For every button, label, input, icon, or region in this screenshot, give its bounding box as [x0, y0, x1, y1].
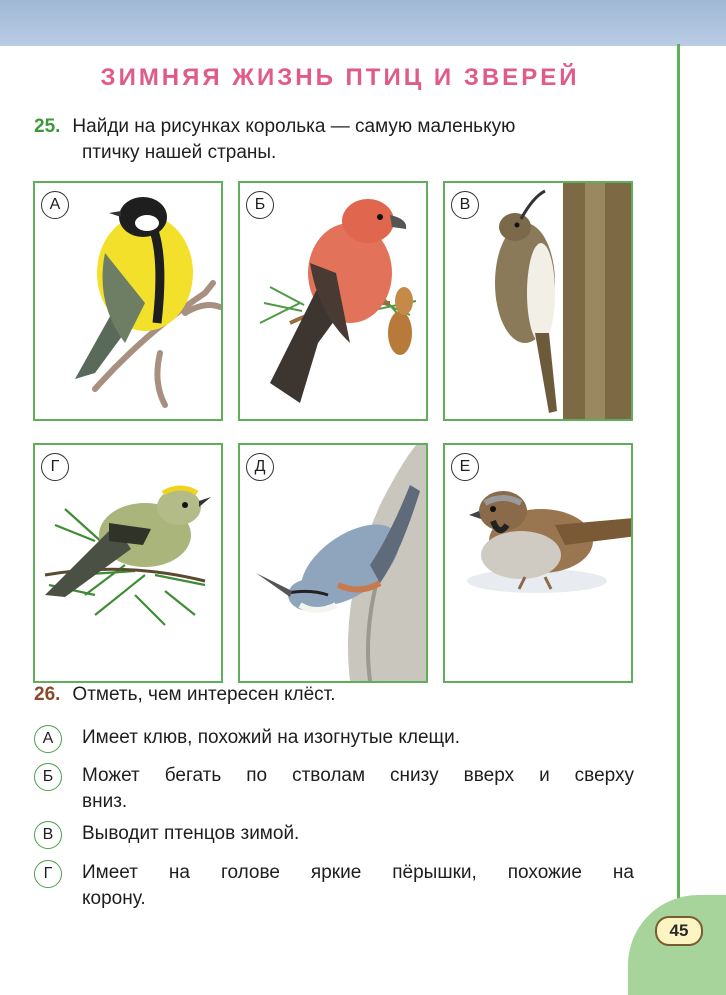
task-25-line-2: птичку нашей страны.	[82, 142, 277, 163]
task-26-text	[34, 682, 336, 708]
option-c-line-1: Выводит птенцов зимой.	[82, 823, 300, 844]
task-26-question: Отметь, чем интересен клёст.	[72, 684, 336, 705]
margin-rule	[677, 44, 680, 914]
crossbill-bird-icon	[240, 183, 426, 419]
option-d-text	[82, 860, 634, 912]
nuthatch-bird-icon	[240, 445, 426, 681]
page-title: ЗИМНЯЯ ЖИЗНЬ ПТИЦ И ЗВЕРЕЙ	[100, 64, 580, 91]
picture-e[interactable]	[238, 443, 428, 683]
option-d[interactable]	[34, 860, 634, 914]
option-a-text	[82, 725, 634, 751]
picture-b[interactable]	[238, 181, 428, 421]
goldcrest-bird-icon	[35, 445, 221, 681]
option-c-text	[82, 821, 634, 847]
top-header-band	[0, 0, 726, 46]
picture-letter-e: Д	[246, 453, 274, 481]
option-a-line-1: Имеет клюв, похожий на изогнутые клещи.	[82, 727, 461, 748]
option-d-line-2: корону.	[82, 888, 146, 909]
option-a[interactable]	[34, 725, 634, 753]
task-25-line-1: Найди на рисунках королька — самую маленькую	[72, 116, 516, 137]
picture-a[interactable]	[33, 181, 223, 421]
treecreeper-bird-icon	[445, 183, 631, 419]
option-c[interactable]	[34, 821, 634, 849]
page-number: 45	[655, 916, 703, 946]
picture-letter-f: Е	[451, 453, 479, 481]
task-26-number: 26.	[34, 684, 61, 705]
task-25-text	[34, 114, 515, 166]
picture-letter-c: В	[451, 191, 479, 219]
option-letter-d[interactable]: Г	[34, 860, 62, 888]
option-d-line-1: Имеет на голове яркие пёрышки, похожие на	[82, 862, 634, 883]
task-25-number: 25.	[34, 116, 61, 137]
picture-d[interactable]	[33, 443, 223, 683]
tit-bird-icon	[35, 183, 221, 419]
option-letter-b[interactable]: Б	[34, 763, 62, 791]
picture-letter-b: Б	[246, 191, 274, 219]
option-b[interactable]	[34, 763, 634, 817]
option-b-line-1: Может бегать по стволам снизу вверх и сверху	[82, 765, 634, 786]
picture-f[interactable]	[443, 443, 633, 683]
picture-letter-a: А	[41, 191, 69, 219]
sparrow-bird-icon	[445, 445, 631, 681]
option-b-line-2: вниз.	[82, 791, 128, 812]
option-letter-c[interactable]: В	[34, 821, 62, 849]
option-b-text	[82, 763, 634, 815]
picture-letter-d: Г	[41, 453, 69, 481]
option-letter-a[interactable]: А	[34, 725, 62, 753]
picture-c[interactable]	[443, 181, 633, 421]
